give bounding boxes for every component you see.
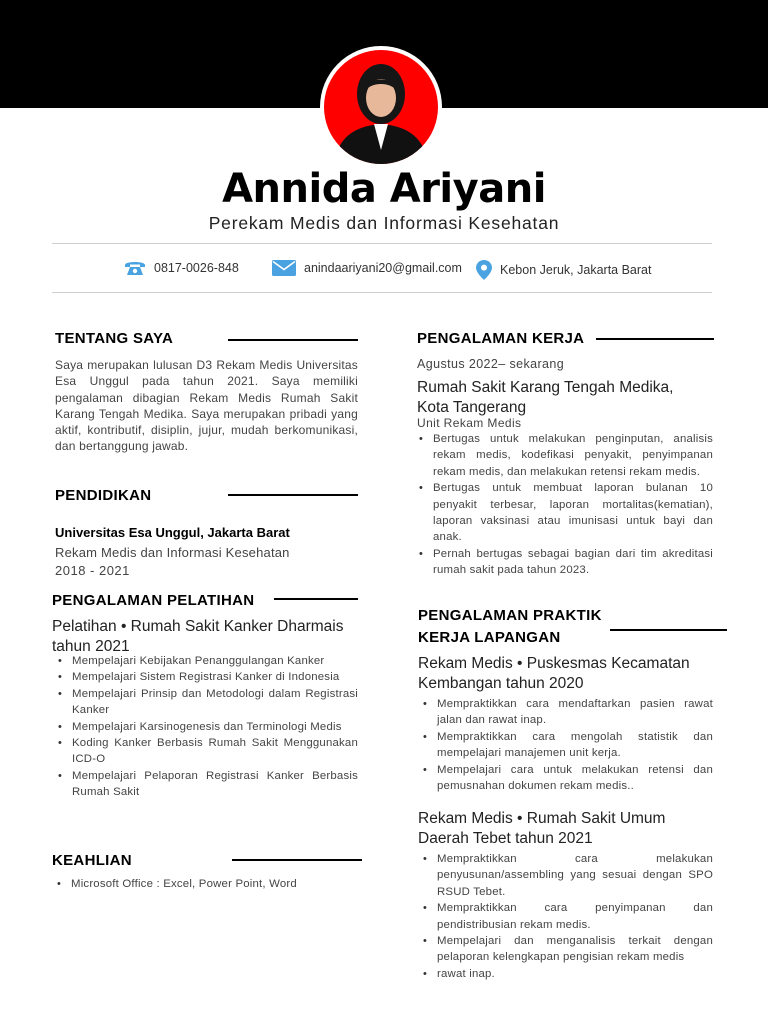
contact-location [476, 260, 651, 280]
list-item: • Mempelajari Prinsip dan Metodologi dalam Registrasi Kanker [56, 686, 358, 719]
about-text: Saya merupakan lulusan D3 Rekam Medis Universitas Esa Unggul pada tahun 2021. Saya memiliki pengalaman dibagian Rekam Medis Rumah Sakit Karang Tengah Medika. Saya merupakan pribadi yang aktif, kontributif, disiplin, jujur, mudah berkomunikasi, dan bertanggung jawab. [55, 358, 358, 454]
list-item: • Mempelajari Pelaporan Registrasi Kanker Berbasis Rumah Sakit [56, 768, 358, 801]
section-line [228, 494, 358, 496]
training-heading: Pelatihan • Rumah Sakit Kanker Dharmais tahun 2021 [52, 618, 344, 655]
section-title-training: PENGALAMAN PELATIHAN [52, 592, 255, 609]
list-item: • Mempraktikkan cara mengolah statistik dan mempelajari manajemen unit kerja. [421, 729, 713, 762]
work-list [417, 431, 713, 579]
contact-phone [124, 260, 239, 276]
list-item: • Pernah bertugas sebagai bagian dari tim akreditasi rumah sakit pada tahun 2023. [417, 546, 713, 579]
education-years: 2018 - 2021 [55, 563, 130, 578]
section-line [228, 339, 358, 341]
list-item: • Mempraktikkan cara penyimpanan dan pendistribusian rekam medis. [421, 900, 713, 933]
education-major: Rekam Medis dan Informasi Kesehatan [55, 545, 290, 560]
list-item: • rawat inap. [421, 966, 713, 982]
internship-list-1 [421, 696, 713, 794]
list-item: • Bertugas untuk melakukan penginputan, analisis rekam medis, kodefikasi penyakit, penyimpanan rekam medis, dan melakukan retensi rekam medis. [417, 431, 713, 480]
divider [52, 243, 712, 244]
section-line [232, 859, 362, 861]
skills-list [55, 876, 365, 892]
internship-list-2 [421, 851, 713, 982]
education-school: Universitas Esa Unggul, Jakarta Barat [55, 525, 290, 540]
section-line [596, 338, 714, 340]
email-text: anindaariyani20@gmail.com [304, 261, 462, 275]
list-item: • Mempelajari Karsinogenesis dan Terminologi Medis [56, 719, 358, 735]
section-title-education: PENDIDIKAN [55, 487, 152, 504]
list-item: • Mempraktikkan cara mendaftarkan pasien rawat jalan dan rawat inap. [421, 696, 713, 729]
avatar [324, 50, 438, 164]
candidate-name: Annida Ariyani [222, 166, 546, 212]
phone-icon [124, 260, 146, 276]
internship-heading-2: Rekam Medis • Rumah Sakit Umum Daerah Tebet tahun 2021 [418, 810, 666, 847]
mail-icon [272, 260, 296, 276]
list-item: • Mempelajari dan menganalisis terkait dengan pelaporan kelengkapan pengisian rekam medis [421, 933, 713, 966]
section-line [610, 629, 727, 631]
location-pin-icon [476, 260, 492, 280]
list-item: • Koding Kanker Berbasis Rumah Sakit Menggunakan ICD-O [56, 735, 358, 768]
profile-photo [320, 46, 442, 168]
section-title-about: TENTANG SAYA [55, 330, 174, 347]
list-item: • Mempraktikkan cara melakukan penyusunan/assembling yang sesuai dengan SPO RSUD Tebet. [421, 851, 713, 900]
list-item: • Bertugas untuk membuat laporan bulanan 10 penyakit terbesar, laporan mortalitas(kematian), laporan vaksinasi atau imunisasi untuk bayi dan anak. [417, 480, 713, 546]
work-unit: Unit Rekam Medis [417, 416, 522, 430]
list-item: • Mempelajari Sistem Registrasi Kanker di Indonesia [56, 669, 358, 685]
training-list [56, 653, 358, 801]
list-item: • Mempelajari Kebijakan Penanggulangan Kanker [56, 653, 358, 669]
location-text: Kebon Jeruk, Jakarta Barat [500, 263, 652, 277]
section-title-internship: PENGALAMAN PRAKTIK KERJA LAPANGAN [418, 607, 602, 646]
contact-email [272, 260, 462, 276]
phone-text: 0817-0026-848 [154, 261, 239, 275]
internship-heading-1: Rekam Medis • Puskesmas Kecamatan Kembangan tahun 2020 [418, 655, 690, 692]
work-place: Rumah Sakit Karang Tengah Medika, Kota Tangerang [417, 379, 674, 416]
divider [52, 292, 712, 293]
candidate-role: Perekam Medis dan Informasi Kesehatan [208, 213, 560, 233]
list-item: • Mempelajari cara untuk melakukan retensi dan pemusnahan dokumen rekam medis.. [421, 762, 713, 795]
section-title-work: PENGALAMAN KERJA [417, 330, 585, 347]
list-item: • Microsoft Office : Excel, Power Point, Word [55, 876, 365, 892]
work-period: Agustus 2022– sekarang [417, 357, 565, 371]
section-line [274, 598, 358, 600]
section-title-skills: KEAHLIAN [52, 852, 132, 869]
